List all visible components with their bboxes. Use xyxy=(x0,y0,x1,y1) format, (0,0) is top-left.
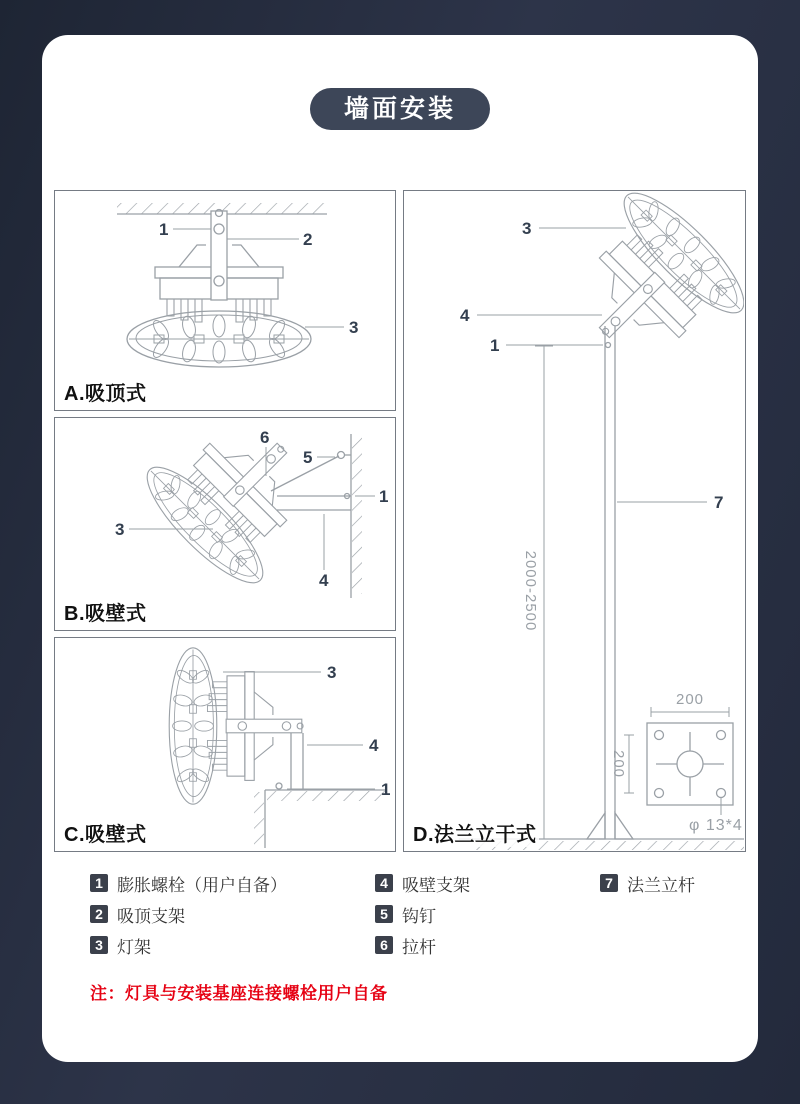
callout-1: 1 xyxy=(379,487,389,506)
callout-4: 4 xyxy=(319,571,329,590)
legend-item-6 xyxy=(375,936,600,957)
callout-4: 4 xyxy=(369,736,379,755)
legend-label-3: 灯架 xyxy=(117,937,151,957)
legend-badge-3: 3 xyxy=(90,936,108,954)
legend-label-7: 法兰立杆 xyxy=(627,875,695,895)
legend-badge-2: 2 xyxy=(90,905,108,923)
parts-legend xyxy=(90,874,695,967)
legend-label-5: 钩钉 xyxy=(402,906,436,926)
legend-item-7 xyxy=(600,874,695,895)
page-title: 墙面安装 xyxy=(310,88,490,130)
legend-item-1 xyxy=(90,874,375,895)
callout-3: 3 xyxy=(327,663,337,682)
panel-c-caption: C.吸壁式 xyxy=(62,818,149,847)
legend-label-4: 吸壁支架 xyxy=(402,875,470,895)
diagram-panel-flange-pole xyxy=(403,190,746,852)
callout-3: 3 xyxy=(349,318,359,337)
callout-7: 7 xyxy=(714,493,724,512)
legend-badge-7: 7 xyxy=(600,874,618,892)
pole-height-dimension: 2000-2500 xyxy=(522,550,539,632)
legend-badge-5: 5 xyxy=(375,905,393,923)
legend-item-5 xyxy=(375,905,600,926)
installation-note: 注：灯具与安装基座连接螺栓用户自备 xyxy=(90,984,388,1003)
legend-item-2 xyxy=(90,905,375,926)
panel-a-caption: A.吸顶式 xyxy=(62,377,149,406)
legend-item-4 xyxy=(375,874,600,895)
legend-label-6: 拉杆 xyxy=(402,937,436,957)
callout-4: 4 xyxy=(460,306,470,325)
diagram-panel-wall-mount-side xyxy=(54,637,396,852)
callout-2: 2 xyxy=(303,230,313,249)
diagram-panel-ceiling-mount xyxy=(54,190,396,411)
callout-6: 6 xyxy=(260,428,270,447)
legend-item-3 xyxy=(90,936,375,957)
callout-3: 3 xyxy=(522,219,532,238)
legend-label-1: 膨胀螺栓（用户自备） xyxy=(117,875,287,895)
legend-badge-1: 1 xyxy=(90,874,108,892)
legend-badge-4: 4 xyxy=(375,874,393,892)
callout-1: 1 xyxy=(159,220,169,239)
flange-pole-drawing xyxy=(404,191,744,850)
callout-1: 1 xyxy=(381,780,391,799)
plate-width-dimension: 200 xyxy=(675,691,705,708)
legend-label-2: 吸顶支架 xyxy=(117,906,185,926)
panel-d-caption: D.法兰立干式 xyxy=(411,818,539,847)
legend-badge-6: 6 xyxy=(375,936,393,954)
plate-height-dimension: 200 xyxy=(610,749,627,779)
diagram-panel-wall-mount-tilted xyxy=(54,417,396,631)
panel-b-caption: B.吸壁式 xyxy=(62,597,149,626)
hole-spec-label: φ 13*4 xyxy=(689,817,743,834)
content-card xyxy=(42,35,758,1062)
callout-1: 1 xyxy=(490,336,500,355)
callout-3: 3 xyxy=(115,520,125,539)
callout-5: 5 xyxy=(303,448,313,467)
